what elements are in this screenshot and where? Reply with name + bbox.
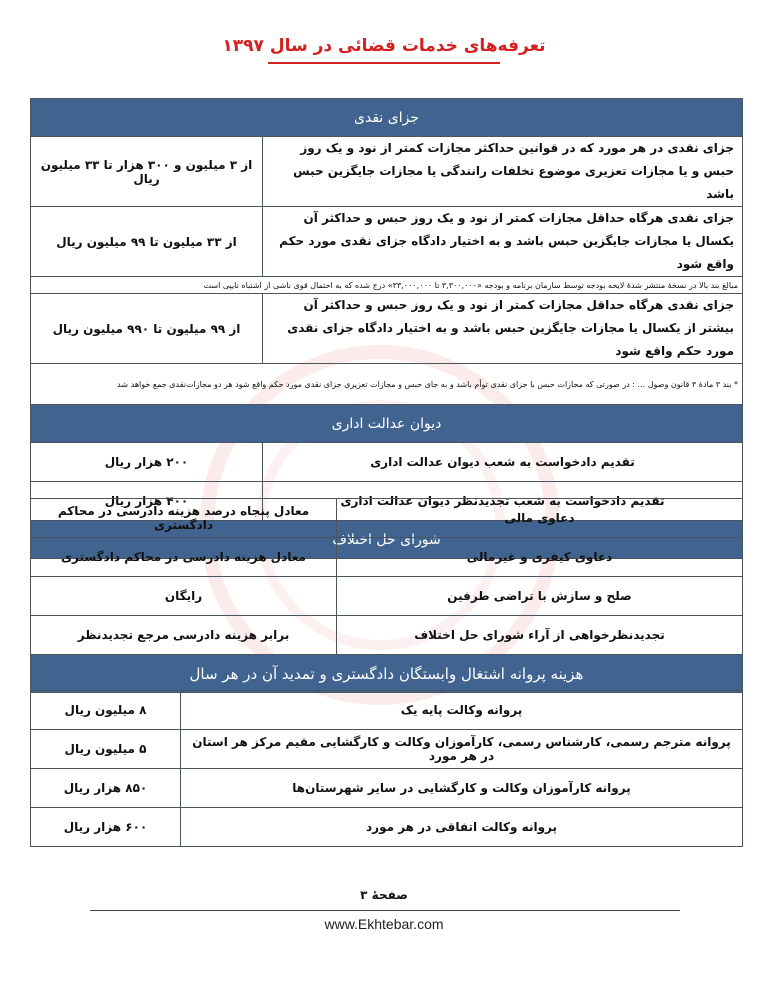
row-description: تقدیم دادخواست به شعب دیوان عدالت اداری <box>263 443 743 482</box>
page-title: تعرفه‌های خدمات قضائی در سال ۱۳۹۷ <box>222 36 546 56</box>
row-description: جزای نقدی هرگاه حداقل مجازات کمتر از نود و یک روز حبس و حداکثر آن یکسال یا مجازات جایگزین حبس باشد و به اختیار دادگاه جزای نقدی مورد حکم واقع شود <box>263 207 743 277</box>
table-row <box>31 808 743 847</box>
row-value: از ۳۳ میلیون تا ۹۹ میلیون ریال <box>31 207 263 277</box>
dispute-council-table <box>30 498 743 693</box>
table-note-row <box>31 277 743 294</box>
row-value: ۴۰۰ هزار ریال <box>31 482 263 521</box>
table-row <box>31 207 743 277</box>
table-row <box>31 769 743 808</box>
section-title: دیوان عدالت اداری <box>31 405 743 443</box>
table-row <box>31 691 743 730</box>
row-description: تقدیم دادخواست به شعب تجدیدنظر دیوان عدالت اداری <box>263 482 743 521</box>
typo-note: مبالغ بند بالا در نسخهٔ منتشر شدهٔ لایحه بودجه توسط سازمان برنامه و بودجه «۳,۳۰۰,۰۰۰ تا ۳۳,۰۰۰,۰۰۰» درج شده که به احتمال قوی ناشی از اشتباه تایپی است <box>31 277 743 294</box>
row-description: پروانه وکالت اتفاقی در هر مورد <box>181 808 743 847</box>
section-header-admin-court <box>31 405 743 443</box>
section-title: جزای نقدی <box>31 99 743 137</box>
footer-divider <box>90 910 680 911</box>
row-value: ۶۰۰ هزار ریال <box>31 808 181 847</box>
row-value: معادل پنجاه درصد هزینه دادرسی در محاکم دادگستری <box>31 499 337 538</box>
section-title: هزینه پروانه اشتغال وابستگان دادگستری و تمدید آن در هر سال <box>31 655 743 693</box>
section-header-cash-fine <box>31 99 743 137</box>
table-row <box>31 730 743 769</box>
row-description: جزای نقدی هرگاه حداقل مجازات کمتر از نود و یک روز حبس و حداکثر آن بیشتر از یکسال یا مجازات جایگزین حبس باشد و به اختیار دادگاه جزای نقدی مورد حکم واقع شود <box>263 294 743 364</box>
table-row <box>31 443 743 482</box>
row-description: دعاوی کیفری و غیرمالی <box>337 538 743 577</box>
row-value: از ۹۹ میلیون تا ۹۹۰ میلیون ریال <box>31 294 263 364</box>
table-row <box>31 577 743 616</box>
row-description: دعاوی مالی <box>337 499 743 538</box>
row-value: ۸ میلیون ریال <box>31 691 181 730</box>
row-description: تجدیدنظرخواهی از آراء شورای حل اختلاف <box>337 616 743 655</box>
table-row <box>31 616 743 655</box>
row-value: معادل هزینه دادرسی در محاکم دادگستری <box>31 538 337 577</box>
footnote: * بند ۳ مادهٔ ۳ قانون وصول ... : در صورتی که مجازات حبس با جزای نقدی توأم باشد و به جای حبس و مجازات تعزیری جزای نقدی مورد حکم واقع شود هر دو مجازات‌نقدی جمع خواهد شد <box>31 364 743 405</box>
row-description: پروانه کارآموزان وکالت و کارگشایی در سایر شهرستان‌ها <box>181 769 743 808</box>
table-footnote-row <box>31 364 743 405</box>
section-header-license <box>31 655 743 693</box>
page-number: صفحهٔ ۳ <box>360 888 408 902</box>
site-url[interactable]: www.Ekhtebar.com <box>324 916 444 932</box>
table-row <box>31 294 743 364</box>
row-value: رایگان <box>31 577 337 616</box>
table-row <box>31 137 743 207</box>
license-table <box>30 690 743 847</box>
row-description: پروانه مترجم رسمی، کارشناس رسمی، کارآموزان وکالت و کارگشایی مقیم مرکز هر استان در هر مورد <box>181 730 743 769</box>
row-description: صلح و سازش با تراضی طرفین <box>337 577 743 616</box>
row-value: برابر هزینه دادرسی مرجع تجدیدنظر <box>31 616 337 655</box>
row-description: جزای نقدی در هر مورد که در قوانین حداکثر مجازات کمتر از نود و یک روز حبس و یا مجازات تعزیری موضوع تخلفات رانندگی یا مجازات جایگزین حبس باشد <box>263 137 743 207</box>
table-row <box>31 538 743 577</box>
tariff-table <box>30 98 743 559</box>
section-title: شورای حل اختلاف <box>31 521 743 559</box>
row-description: پروانه وکالت پایه یک <box>181 691 743 730</box>
row-value: ۸۵۰ هزار ریال <box>31 769 181 808</box>
row-value: ۲۰۰ هزار ریال <box>31 443 263 482</box>
row-value: از ۳ میلیون و ۳۰۰ هزار تا ۳۳ میلیون ریال <box>31 137 263 207</box>
table-row <box>31 499 743 538</box>
title-underline <box>268 62 500 64</box>
row-value: ۵ میلیون ریال <box>31 730 181 769</box>
